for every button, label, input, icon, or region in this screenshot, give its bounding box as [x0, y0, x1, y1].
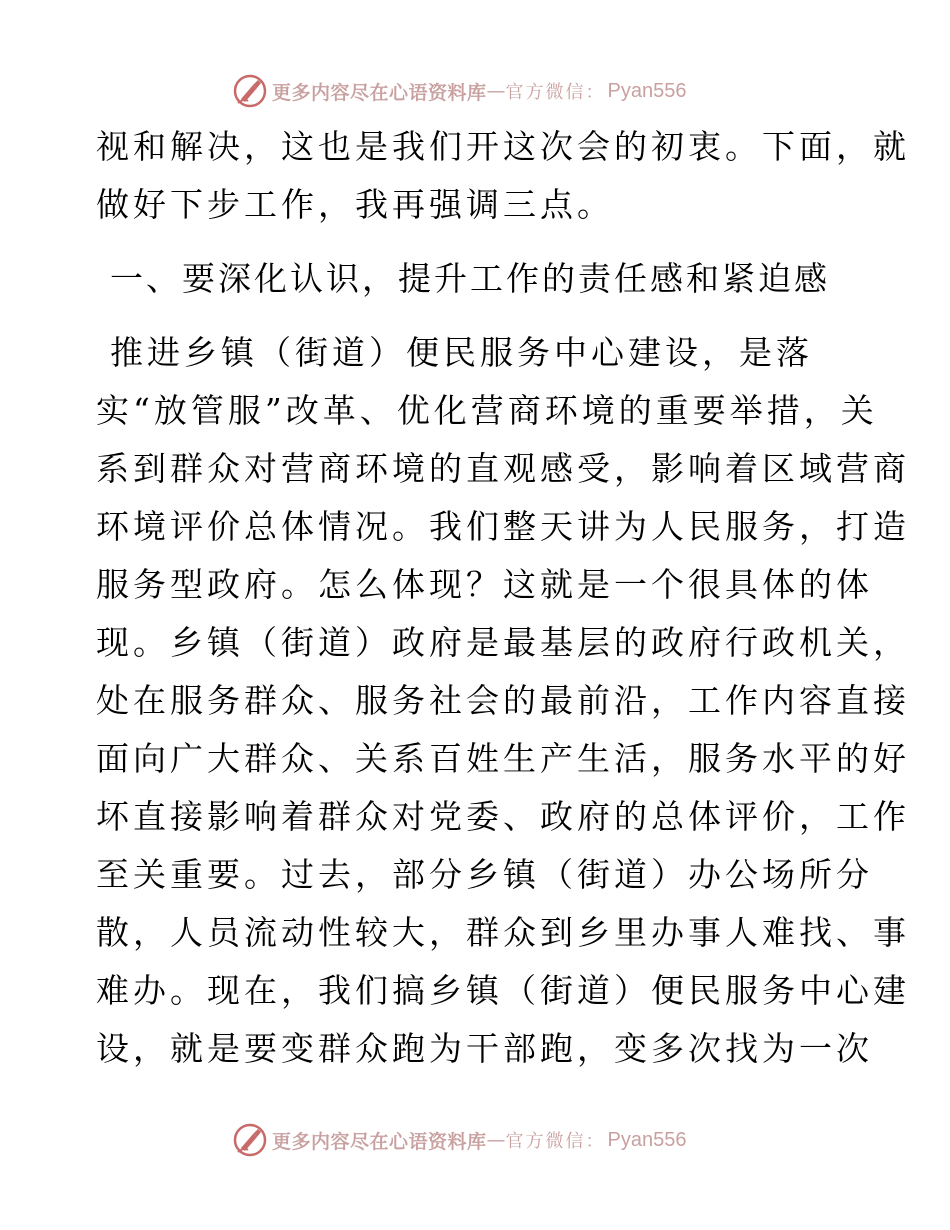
- body-line: 服务型政府。怎么体现？这就是一个很具体的体: [96, 565, 873, 604]
- body-line: 环境评价总体情况。我们整天讲为人民服务，打造: [96, 507, 910, 546]
- footer-banner-title: 更多内容尽在心语资料库: [272, 1130, 487, 1153]
- body-line: 至关重要。过去，部分乡镇（街道）办公场所分: [96, 855, 873, 894]
- header-banner: [232, 71, 686, 111]
- body-line: 处在服务群众、服务社会的最前沿，工作内容直接: [96, 681, 910, 720]
- pen-logo-icon: [232, 1122, 268, 1158]
- body-line: 设，就是要变群众跑为干部跑，变多次找为一次: [96, 1029, 873, 1068]
- footer-banner: [232, 1120, 686, 1160]
- footer-banner-wechat-label: 官方微信：: [505, 1131, 606, 1152]
- footer-banner-separator: —: [486, 1129, 506, 1151]
- body-line: 难办。现在，我们搞乡镇（街道）便民服务中心建: [96, 971, 910, 1010]
- section-heading: 一、要深化认识，提升工作的责任感和紧迫感: [110, 259, 830, 298]
- body-line: 散，人员流动性较大，群众到乡里办事人难找、事: [96, 913, 910, 952]
- body-line: 实“放管服”改革、优化营商环境的重要举措，关: [96, 391, 878, 430]
- body-line: 做好下步工作，我再强调三点。: [96, 185, 614, 224]
- header-banner-title: 更多内容尽在心语资料库: [272, 81, 487, 104]
- paragraph-first-line: 推进乡镇（街道）便民服务中心建设，是落: [110, 333, 813, 372]
- body-line: 面向广大群众、关系百姓生产生活，服务水平的好: [96, 739, 910, 778]
- body-line: 坏直接影响着群众对党委、政府的总体评价，工作: [96, 797, 910, 836]
- pen-logo-icon: [232, 73, 268, 109]
- body-line: 系到群众对营商环境的直观感受，影响着区域营商: [96, 449, 910, 488]
- body-line: 视和解决，这也是我们开这次会的初衷。下面，就: [96, 127, 910, 166]
- header-banner-wechat-label: 官方微信：: [505, 82, 606, 103]
- header-banner-wechat-id: Pyan556: [607, 79, 687, 102]
- header-banner-separator: —: [486, 80, 506, 102]
- body-line: 现。乡镇（街道）政府是最基层的政府行政机关，: [96, 623, 910, 662]
- footer-banner-wechat-id: Pyan556: [607, 1128, 687, 1151]
